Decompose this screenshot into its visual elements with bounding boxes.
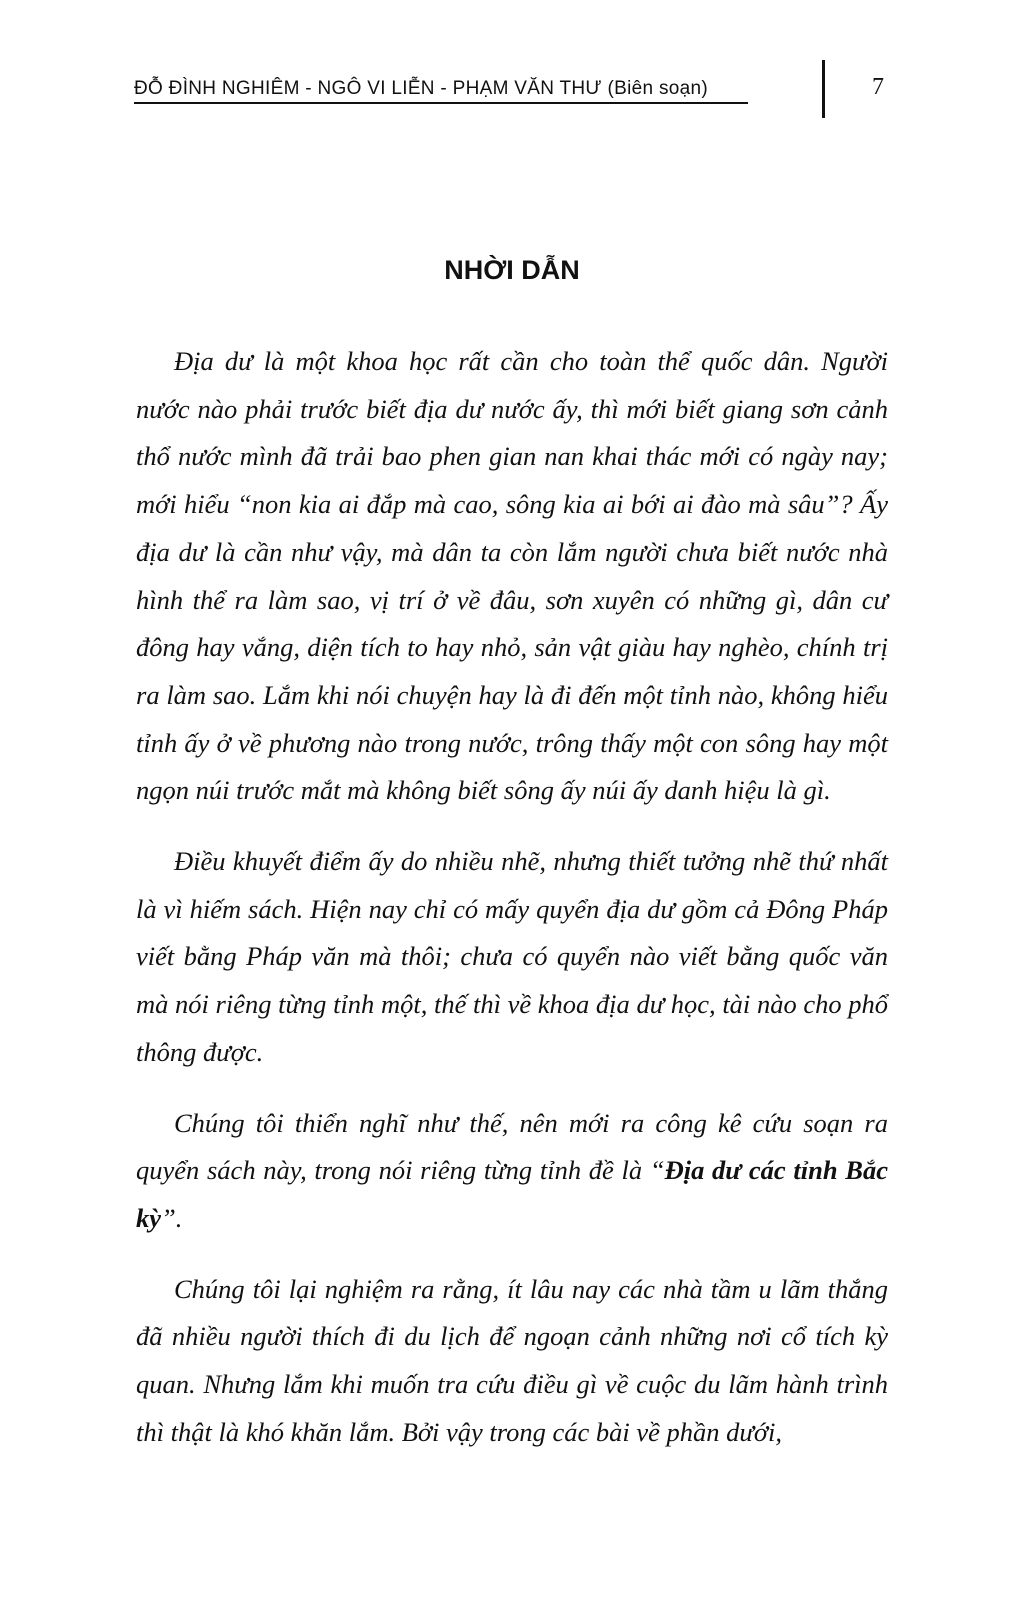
paragraph-4: Chúng tôi lại nghiệm ra rằng, ít lâu nay các nhà tầm u lãm thắng đã nhiều người thích đi du lịch để ngoạn cảnh những nơi cổ tích kỳ quan. Nhưng lắm khi muốn tra cứu điều gì về cuộc du lãm hành trình thì thật là khó khăn lắm. Bởi vậy trong các bài về phần dưới, [136,1273,888,1447]
body-text [136,338,888,1479]
paragraph-1: Địa dư là một khoa học rất cần cho toàn thể quốc dân. Người nước nào phải trước biết địa dư nước ấy, thì mới biết giang sơn cảnh thổ nước mình đã trải bao phen gian nan khai thác mới có ngày nay; mới hiểu “non kia ai đắp mà cao, sông kia ai bới ai đào mà sâu”? Ấy địa dư là cần như vậy, mà dân ta còn lắm người chưa biết nước nhà hình thể ra làm sao, vị trí ở về đâu, sơn xuyên có những gì, dân cư đông hay vắng, diện tích to hay nhỏ, sản vật giàu hay nghèo, chính trị ra làm sao. Lắm khi nói chuyện hay là đi đến một tỉnh nào, không hiểu tỉnh ấy ở về phương nào trong nước, trông thấy một con sông hay một ngọn núi trước mắt mà không biết sông ấy núi ấy danh hiệu là gì. [136,346,888,806]
paragraph-2: Điều khuyết điểm ấy do nhiều nhẽ, nhưng thiết tưởng nhẽ thứ nhất là vì hiếm sách. Hiện nay chỉ có mấy quyển địa dư gồm cả Đông Pháp viết bằng Pháp văn mà thôi; chưa có quyển nào viết bằng quốc văn mà nói riêng từng tỉnh một, thế thì về khoa địa dư học, tài nào cho phổ thông được. [136,846,888,1067]
header-divider [822,60,825,118]
page-number: 7 [872,74,884,100]
chapter-title: NHỜI DẪN [444,255,580,285]
header-authors: ĐỖ ĐÌNH NGHIÊM - NGÔ VI LIỄN - PHẠM VĂN THƯ (Biên soạn) [134,78,708,99]
book-title: Địa dư các tỉnh Bắc kỳ [136,1155,888,1233]
paragraph-3 [136,1100,888,1243]
running-header [134,72,754,104]
header-underline [134,102,748,104]
paragraph-3-text-before: Chúng tôi thiển nghĩ như thế, nên mới ra công kê cứu soạn ra quyển sách này, trong nói riêng từng tỉnh đề là “ [136,1107,888,1186]
paragraph-3-text-after: ”. [161,1202,183,1233]
